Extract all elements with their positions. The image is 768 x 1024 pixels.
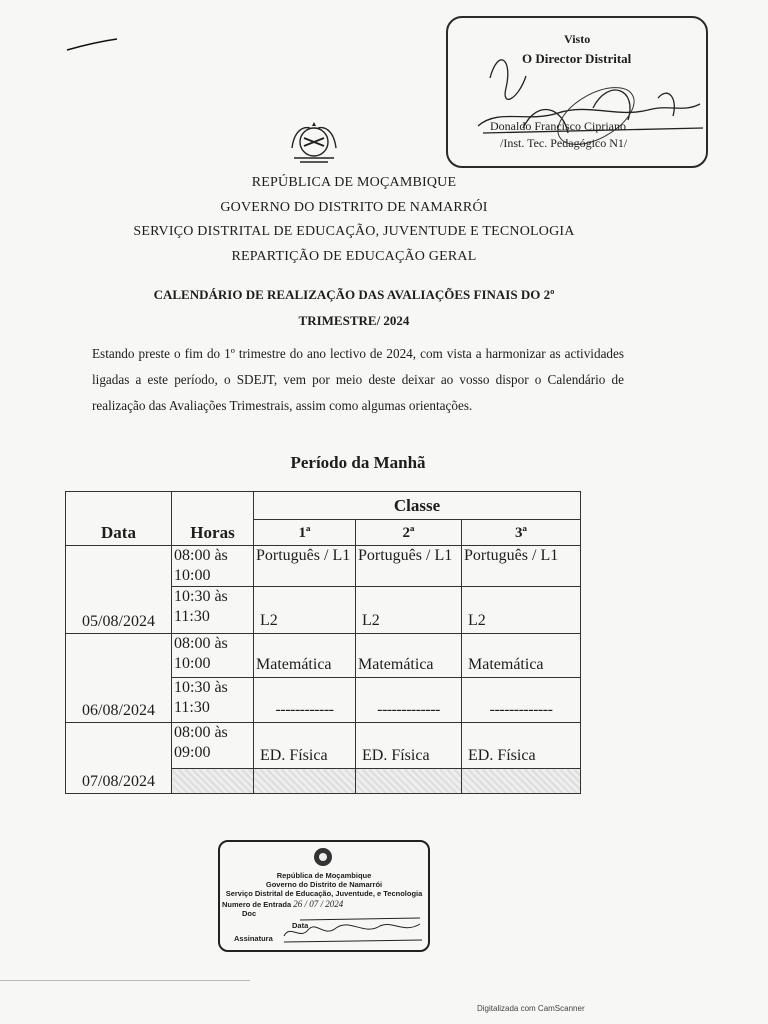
date-cell: 05/08/2024 xyxy=(66,546,172,634)
header-class-3: 3ª xyxy=(462,520,581,546)
document-title-line-2: TRIMESTRE/ 2024 xyxy=(298,313,410,328)
footer-divider xyxy=(0,980,250,981)
shaded-cell xyxy=(254,769,356,794)
date-cell: 06/08/2024 xyxy=(66,634,172,723)
entry-doc-label: Doc xyxy=(242,909,257,918)
entry-signature-label: Assinatura xyxy=(234,934,273,943)
scanner-footer: Digitalizada com CamScanner xyxy=(477,1004,585,1013)
entry-number-label: Numero de Entrada xyxy=(222,900,292,909)
time-cell: 10:30 às 11:30 xyxy=(172,587,254,634)
visto-signatory-name: Donaldo Francisco Cipriano xyxy=(490,119,626,133)
subject-cell: Matemática xyxy=(254,634,356,678)
header-government: GOVERNO DO DISTRITO DE NAMARRÓI xyxy=(220,200,488,215)
subject-cell: Matemática xyxy=(356,634,462,678)
subject-cell: L2 xyxy=(462,587,581,634)
subject-cell: Português / L1 xyxy=(356,546,462,587)
subject-cell: L2 xyxy=(356,587,462,634)
date-cell: 07/08/2024 xyxy=(66,723,172,794)
header-date: Data xyxy=(66,492,172,546)
entry-stamp-line-2: Governo do Distrito de Namarrói xyxy=(265,880,383,889)
subject-cell: Português / L1 xyxy=(462,546,581,587)
document-title-line-1: CALENDÁRIO DE REALIZAÇÃO DAS AVALIAÇÕES FINAIS DO 2º xyxy=(153,287,555,302)
table-row xyxy=(66,546,581,587)
header-class-2: 2ª xyxy=(356,520,462,546)
intro-paragraph: Estando preste o fim do 1º trimestre do ano lectivo de 2024, com vista a harmonizar as actividades ligadas a este período, o SDEJT, vem por meio deste deixar ao vosso dispor o Calendário de realização das Avaliações Trimestrais, assim como algumas orientações. xyxy=(92,346,624,413)
subject-cell: ED. Física xyxy=(356,723,462,769)
time-cell: 10:30 às 11:30 xyxy=(172,678,254,723)
period-heading: Período da Manhã xyxy=(290,453,426,472)
empty-subject-cell: ------------- xyxy=(462,678,581,723)
subject-cell: ED. Física xyxy=(462,723,581,769)
entry-stamp-line-3: Serviço Distrital de Educação, Juventude, e Tecnologia xyxy=(225,889,423,898)
subject-cell: Matemática xyxy=(462,634,581,678)
visto-title: O Director Distrital xyxy=(522,51,632,66)
header-class-1: 1ª xyxy=(254,520,356,546)
entry-signature-icon xyxy=(280,896,426,948)
exam-schedule-table xyxy=(65,491,581,794)
shaded-cell xyxy=(462,769,581,794)
visto-label: Visto xyxy=(564,32,591,46)
time-cell: 08:00 às 10:00 xyxy=(172,546,254,587)
table-row xyxy=(66,634,581,678)
shaded-cell xyxy=(356,769,462,794)
time-cell: 08:00 às 09:00 xyxy=(172,723,254,769)
subject-cell: L2 xyxy=(254,587,356,634)
pen-mark xyxy=(66,38,118,52)
header-department: REPARTIÇÃO DE EDUCAÇÃO GERAL xyxy=(231,249,477,264)
entry-stamp-line-1: República de Moçambique xyxy=(276,871,372,880)
entry-stamp xyxy=(218,840,430,952)
entry-number-value: 26 / 07 / 2024 xyxy=(293,899,344,909)
subject-cell: ED. Física xyxy=(254,723,356,769)
subject-cell: Português / L1 xyxy=(254,546,356,587)
shaded-cell xyxy=(172,769,254,794)
empty-subject-cell: ------------- xyxy=(356,678,462,723)
header-service: SERVIÇO DISTRITAL DE EDUCAÇÃO, JUVENTUDE E TECNOLOGIA xyxy=(133,224,575,239)
stamp-emblem-icon xyxy=(310,846,336,868)
visto-stamp xyxy=(446,16,708,168)
header-classe: Classe xyxy=(254,492,581,520)
mozambique-emblem-icon xyxy=(286,118,342,168)
table-header-row xyxy=(66,492,581,520)
time-cell: 08:00 às 10:00 xyxy=(172,634,254,678)
header-hours: Horas xyxy=(172,492,254,546)
visto-signatory-role: /Inst. Tec. Pedagógico N1/ xyxy=(500,136,628,150)
empty-subject-cell: ------------ xyxy=(254,678,356,723)
table-row xyxy=(66,723,581,769)
entry-date-label: Data xyxy=(292,921,309,930)
header-republic: REPÚBLICA DE MOÇAMBIQUE xyxy=(251,175,457,190)
